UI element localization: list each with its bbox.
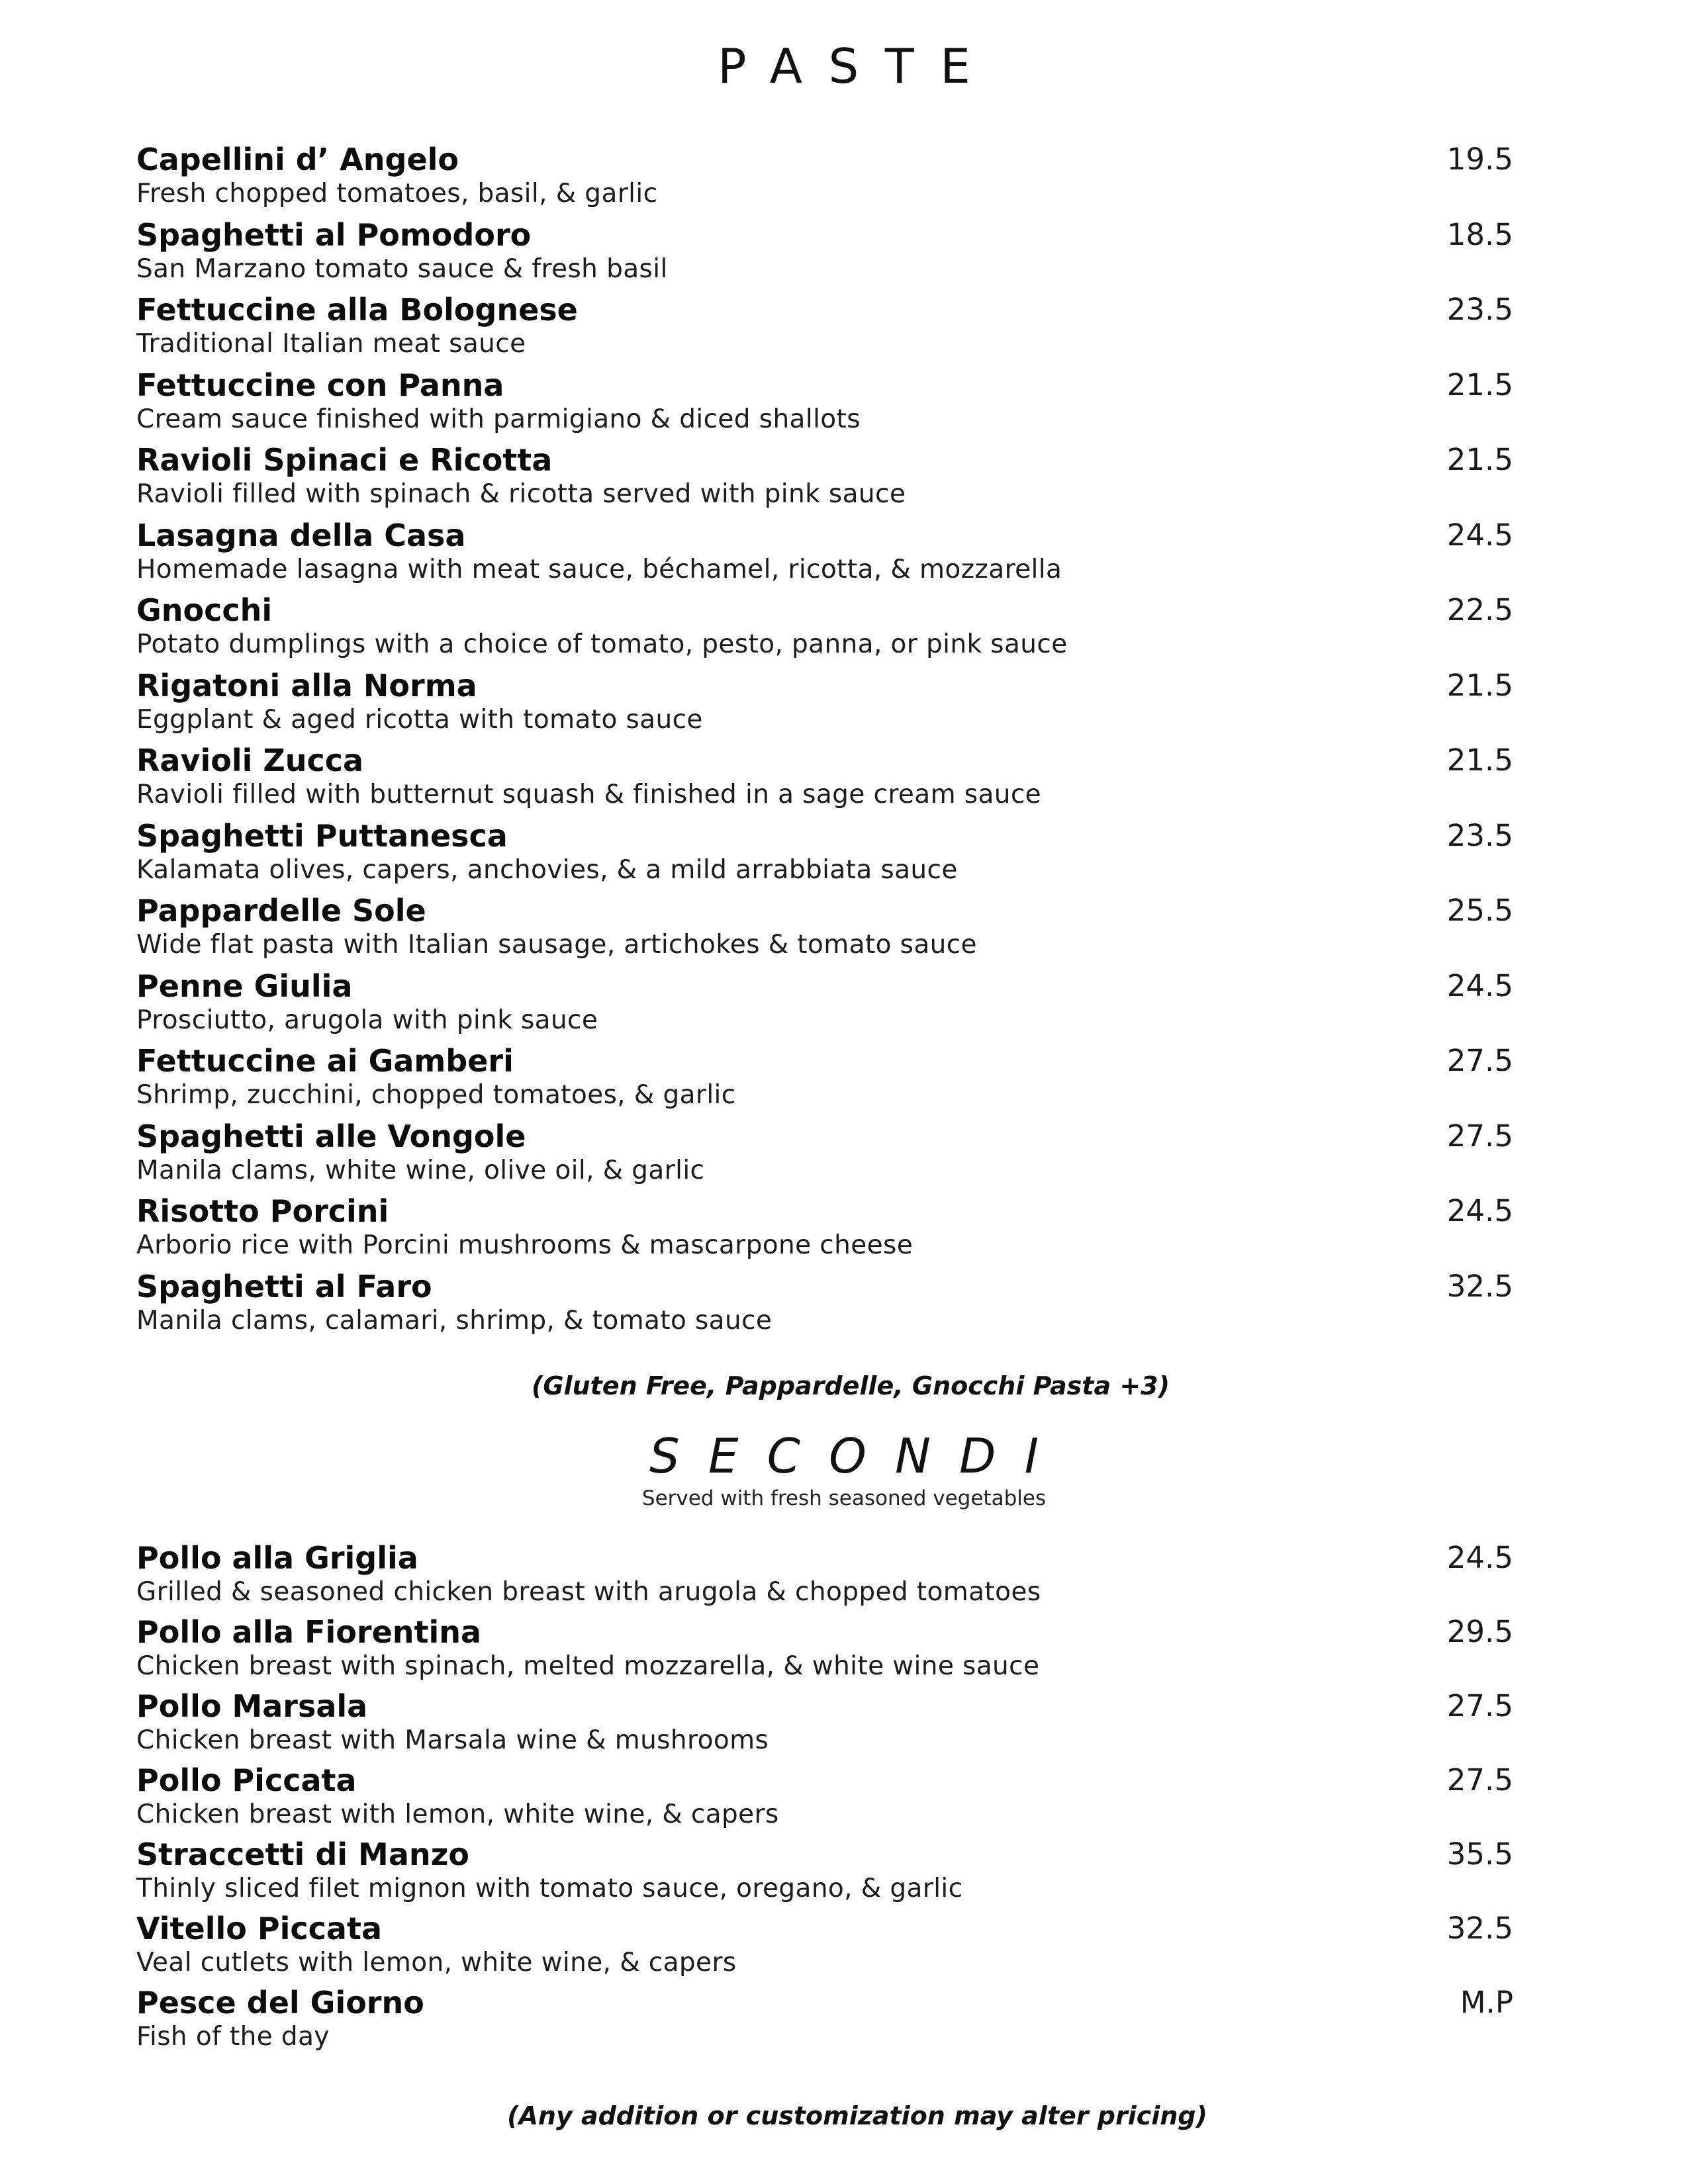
menu-item-description: Manila clams, white wine, olive oil, & garlic	[136, 1155, 705, 1185]
menu-item	[136, 1909, 1513, 1983]
menu-item	[136, 1761, 1513, 1835]
menu-item	[136, 741, 1513, 817]
menu-item-price: 29.5	[1446, 1614, 1513, 1649]
menu-item-name: Rigatoni alla Norma	[136, 667, 477, 704]
paste-note: (Gluten Free, Pappardelle, Gnocchi Pasta +3)	[532, 1371, 1170, 1400]
menu-item	[136, 291, 1513, 366]
menu-item-price: 27.5	[1446, 1762, 1513, 1797]
paste-menu-list	[136, 140, 1513, 1342]
menu-item-price: 21.5	[1446, 442, 1513, 477]
menu-item-name: Spaghetti al Pomodoro	[136, 216, 532, 253]
menu-item	[136, 1835, 1513, 1909]
secondi-menu-list	[136, 1539, 1513, 2058]
menu-item-name: Penne Giulia	[136, 968, 353, 1004]
menu-item-price: 27.5	[1446, 1688, 1513, 1723]
menu-item	[136, 591, 1513, 666]
menu-item-price: 21.5	[1446, 367, 1513, 402]
menu-item-description: Traditional Italian meat sauce	[136, 329, 526, 359]
menu-item-description: Arborio rice with Porcini mushrooms & mascarpone cheese	[136, 1230, 914, 1260]
menu-item	[136, 1539, 1513, 1613]
menu-item-price: 27.5	[1446, 1118, 1513, 1154]
menu-item-name: Pollo alla Fiorentina	[136, 1614, 482, 1650]
menu-item-price: 35.5	[1446, 1837, 1513, 1872]
menu-item	[136, 1117, 1513, 1193]
menu-item-price: 32.5	[1446, 1911, 1513, 1946]
menu-item	[136, 441, 1513, 516]
paste-section-title: PASTE	[718, 38, 997, 94]
menu-item-name: Lasagna della Casa	[136, 517, 466, 553]
menu-item-description: Chicken breast with lemon, white wine, & capers	[136, 1799, 779, 1829]
menu-item-price: 25.5	[1446, 893, 1513, 928]
menu-item-description: Thinly sliced filet mignon with tomato sauce, oregano, & garlic	[136, 1874, 963, 1903]
menu-item-price: 18.5	[1446, 216, 1513, 252]
menu-item	[136, 1613, 1513, 1687]
menu-item-description: Potato dumplings with a choice of tomato, pesto, panna, or pink sauce	[136, 629, 1068, 659]
menu-item-price: 21.5	[1446, 743, 1513, 778]
menu-item-description: San Marzano tomato sauce & fresh basil	[136, 253, 668, 284]
menu-item-name: Fettuccine con Panna	[136, 367, 504, 403]
menu-item	[136, 1192, 1513, 1267]
menu-item-description: Prosciutto, arugola with pink sauce	[136, 1005, 598, 1035]
menu-item-description: Chicken breast with spinach, melted mozzarella, & white wine sauce	[136, 1651, 1040, 1681]
menu-item-name: Pollo alla Griglia	[136, 1540, 418, 1576]
menu-item-name: Pollo Piccata	[136, 1762, 357, 1798]
menu-item-price: 24.5	[1446, 968, 1513, 1003]
menu-item-description: Fish of the day	[136, 2022, 330, 2052]
menu-item-name: Fettuccine alla Bolognese	[136, 292, 578, 328]
menu-item	[136, 666, 1513, 742]
menu-item-name: Vitello Piccata	[136, 1911, 382, 1946]
secondi-subtitle: Served with fresh seasoned vegetables	[641, 1486, 1047, 1510]
menu-item-description: Kalamata olives, capers, anchovies, & a mild arrabbiata sauce	[136, 854, 958, 885]
menu-item-price: 24.5	[1446, 1540, 1513, 1575]
menu-item-price: 24.5	[1446, 1193, 1513, 1228]
menu-item-description: Ravioli filled with spinach & ricotta served with pink sauce	[136, 479, 906, 509]
menu-item	[136, 1983, 1513, 2058]
menu-item-description: Grilled & seasoned chicken breast with arugola & chopped tomatoes	[136, 1577, 1041, 1607]
menu-item-name: Straccetti di Manzo	[136, 1837, 469, 1872]
menu-item-name: Spaghetti Puttanesca	[136, 817, 508, 854]
menu-item-price: 24.5	[1446, 517, 1513, 553]
menu-item-name: Gnocchi	[136, 592, 273, 628]
menu-item-description: Fresh chopped tomatoes, basil, & garlic	[136, 179, 658, 208]
menu-item	[136, 891, 1513, 967]
menu-item-description: Wide flat pasta with Italian sausage, artichokes & tomato sauce	[136, 930, 977, 960]
menu-item-name: Pesce del Giorno	[136, 1985, 424, 2021]
menu-item	[136, 1267, 1513, 1343]
menu-item-description: Cream sauce finished with parmigiano & diced shallots	[136, 404, 861, 434]
menu-item	[136, 366, 1513, 441]
menu-item	[136, 140, 1513, 216]
menu-item-price: 19.5	[1446, 142, 1513, 177]
menu-item-price: 27.5	[1446, 1043, 1513, 1078]
menu-item-name: Fettuccine ai Gamberi	[136, 1043, 514, 1079]
menu-item	[136, 1687, 1513, 1761]
menu-item-name: Capellini d’ Angelo	[136, 142, 459, 177]
menu-item-name: Pappardelle Sole	[136, 893, 426, 929]
menu-item	[136, 817, 1513, 892]
menu-item-price: M.P	[1460, 1985, 1513, 2020]
menu-item	[136, 967, 1513, 1042]
menu-item-price: 23.5	[1446, 292, 1513, 327]
menu-item-name: Ravioli Zucca	[136, 743, 364, 778]
menu-item-name: Spaghetti alle Vongole	[136, 1118, 526, 1154]
menu-item-price: 32.5	[1446, 1268, 1513, 1304]
secondi-note: (Any addition or customization may alter pricing)	[507, 2101, 1207, 2130]
menu-item-price: 21.5	[1446, 667, 1513, 703]
menu-item-description: Veal cutlets with lemon, white wine, & capers	[136, 1948, 737, 1978]
menu-item-description: Ravioli filled with butternut squash & finished in a sage cream sauce	[136, 780, 1042, 809]
secondi-section-title: SECONDI	[649, 1428, 1068, 1484]
menu-item-description: Chicken breast with Marsala wine & mushrooms	[136, 1725, 769, 1755]
menu-item-name: Spaghetti al Faro	[136, 1268, 432, 1304]
menu-item-name: Risotto Porcini	[136, 1193, 389, 1229]
menu-item-description: Manila clams, calamari, shrimp, & tomato sauce	[136, 1305, 773, 1336]
menu-item-price: 22.5	[1446, 592, 1513, 627]
menu-item	[136, 216, 1513, 291]
menu-item-price: 23.5	[1446, 817, 1513, 853]
menu-item	[136, 1042, 1513, 1117]
menu-item-description: Shrimp, zucchini, chopped tomatoes, & garlic	[136, 1080, 736, 1110]
menu-item-name: Pollo Marsala	[136, 1688, 368, 1724]
menu-item	[136, 516, 1513, 592]
menu-item-description: Eggplant & aged ricotta with tomato sauce	[136, 704, 703, 735]
menu-item-name: Ravioli Spinaci e Ricotta	[136, 442, 553, 478]
menu-item-description: Homemade lasagna with meat sauce, béchamel, ricotta, & mozzarella	[136, 554, 1062, 584]
